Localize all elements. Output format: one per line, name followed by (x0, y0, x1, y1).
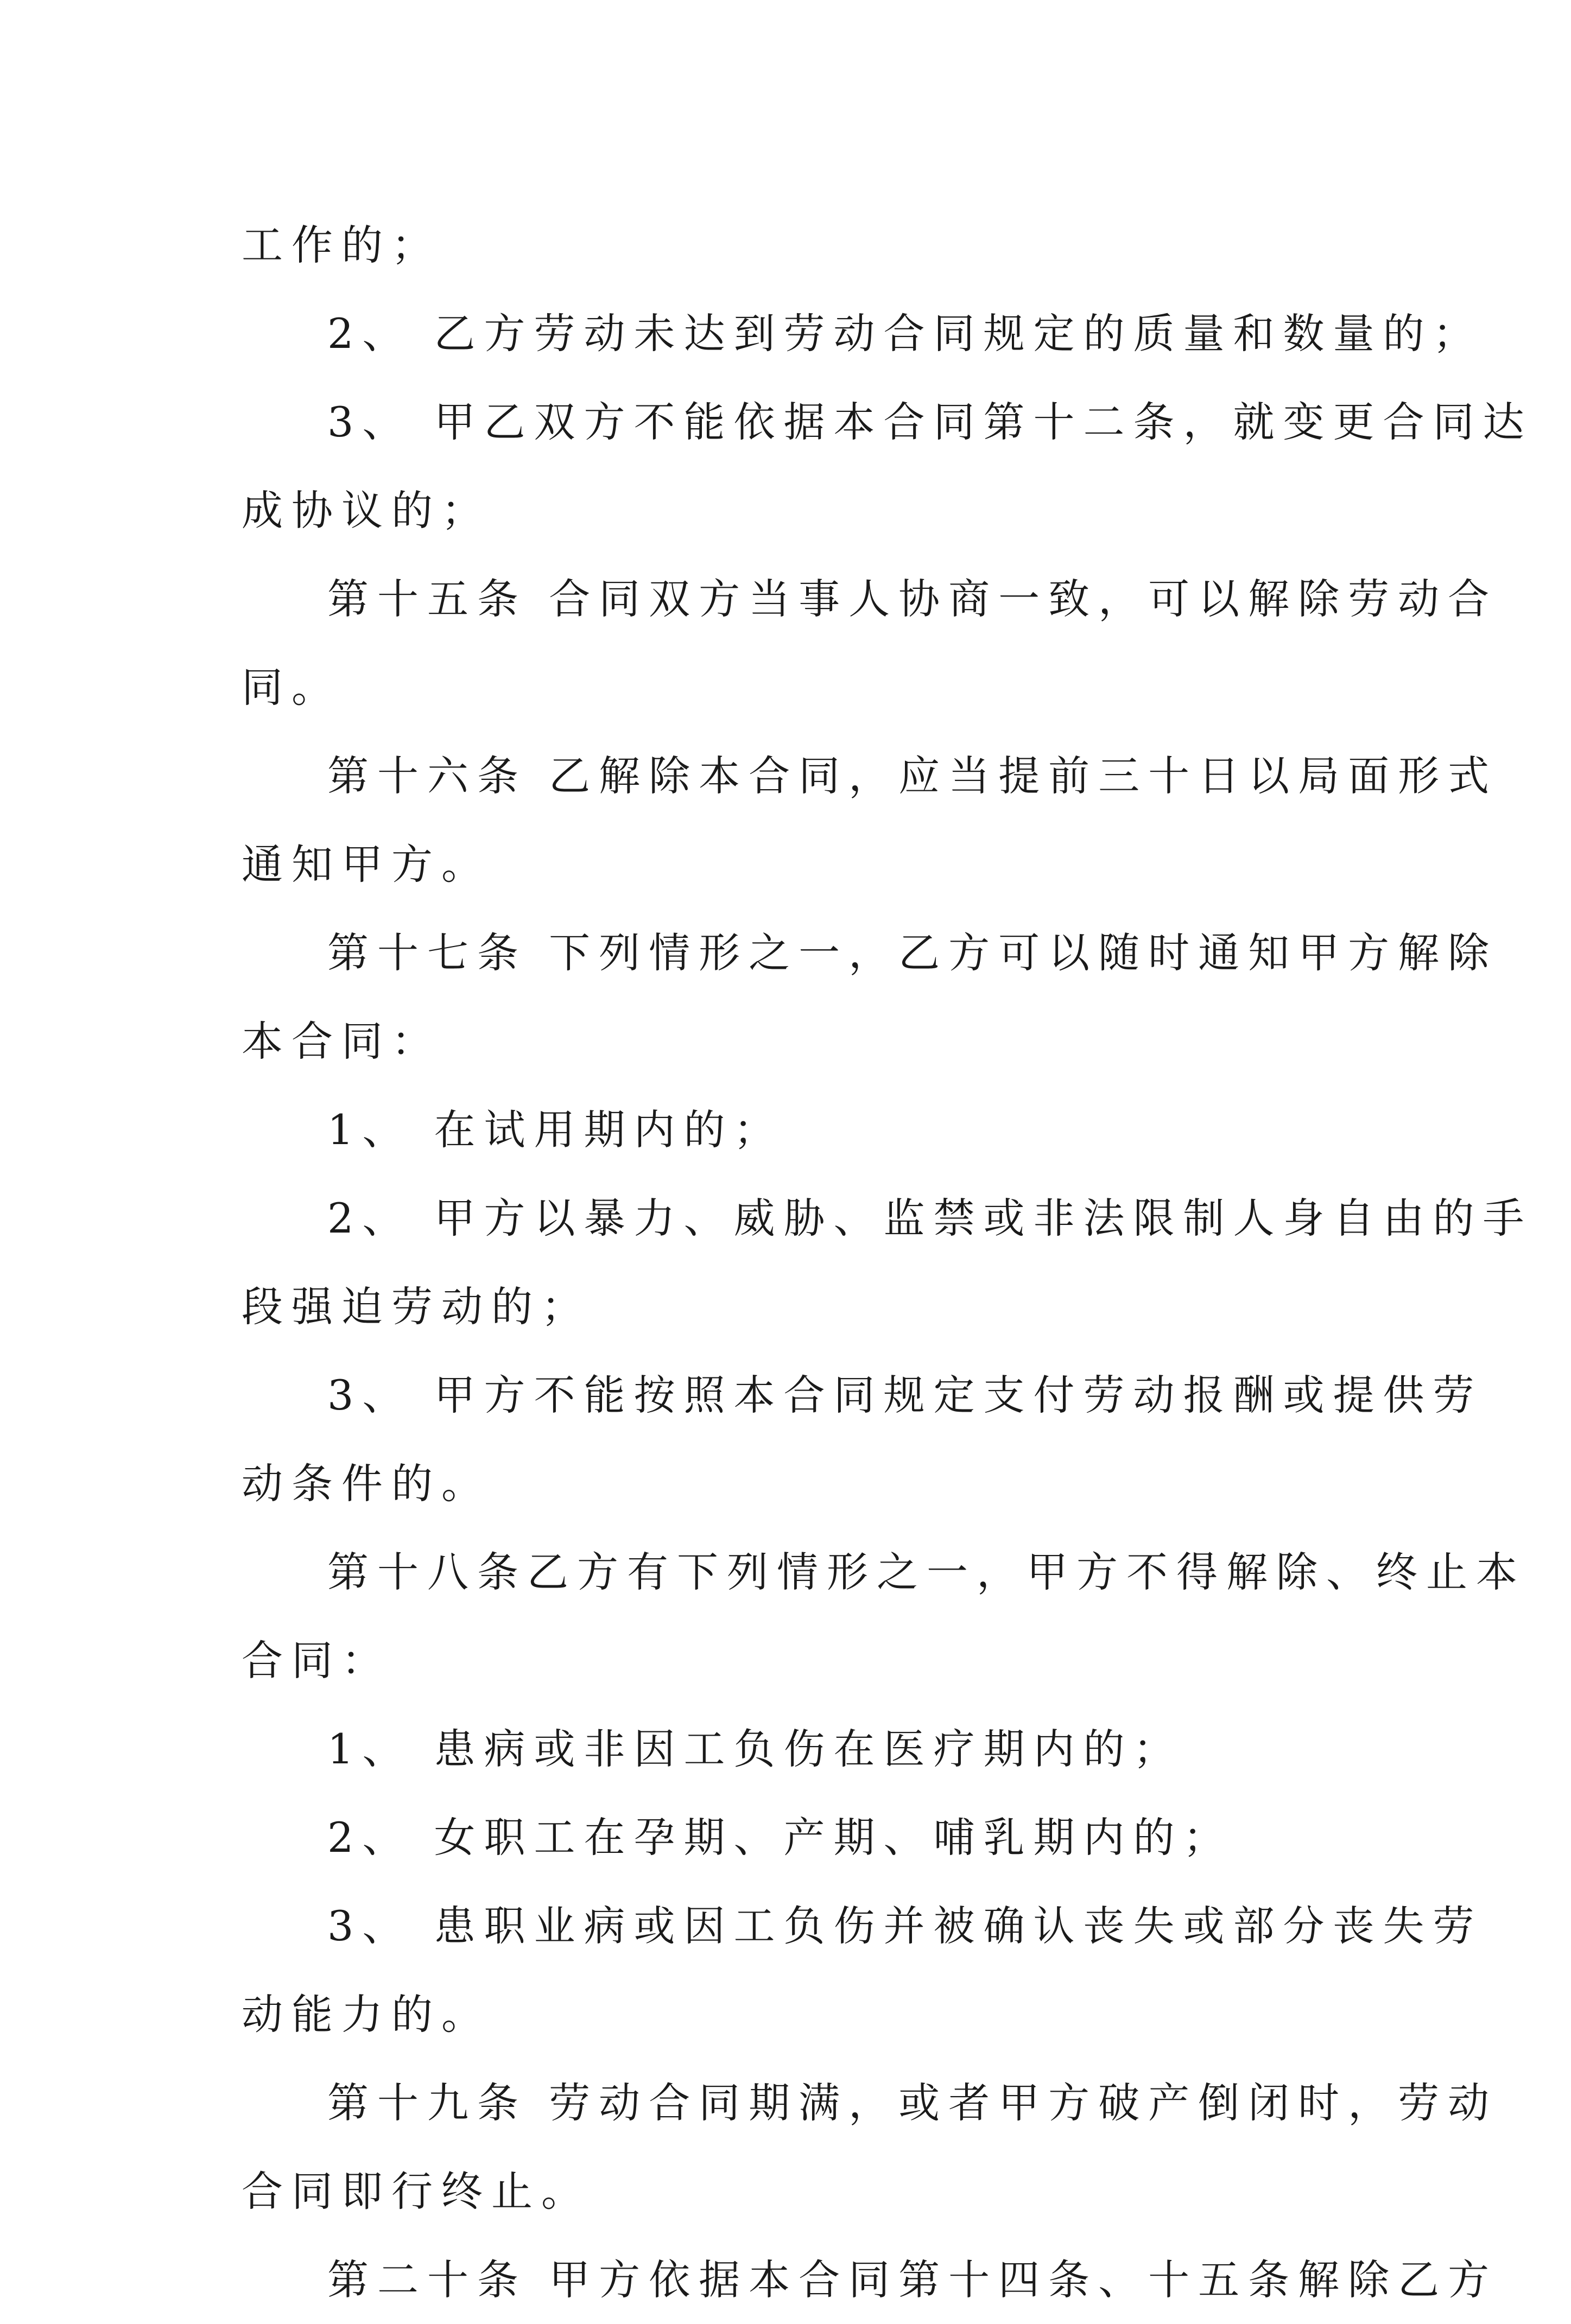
text-line: 段强迫劳动的； (242, 1282, 591, 1331)
text-line: 第二十条 甲方依据本合同第十四条、十五条解除乙方 (327, 2256, 1498, 2304)
text-line: 第十六条 乙解除本合同，应当提前三十日以局面形式 (327, 752, 1498, 800)
text-line: 合同： (242, 1636, 391, 1685)
text-line: 1、 患病或非因工负伤在医疗期内的； (327, 1725, 1183, 1773)
text-line: 3、 甲方不能按照本合同规定支付劳动报酬或提供劳 (327, 1371, 1483, 1419)
text-line: 3、 甲乙双方不能依据本合同第十二条，就变更合同达 (327, 398, 1533, 446)
text-line: 本合同： (242, 1017, 441, 1065)
text-line: 第十八条乙方有下列情形之一，甲方不得解除、终止本 (327, 1548, 1526, 1596)
text-line: 2、 乙方劳动未达到劳动合同规定的质量和数量的； (327, 309, 1483, 358)
text-line: 第十九条 劳动合同期满，或者甲方破产倒闭时，劳动 (327, 2079, 1498, 2127)
text-line: 通知甲方。 (242, 840, 491, 888)
text-line: 1、 在试用期内的； (327, 1106, 784, 1154)
contract-text-body (242, 201, 1533, 2324)
text-line: 2、 女职工在孕期、产期、哺乳期内的； (327, 1813, 1233, 1862)
text-line: 合同即行终止。 (242, 2167, 591, 2215)
text-line: 第十五条 合同双方当事人协商一致，可以解除劳动合 (327, 575, 1498, 623)
text-line: 2、 甲方以暴力、威胁、监禁或非法限制人身自由的手 (327, 1194, 1533, 1242)
text-line: 工作的； (242, 221, 441, 269)
text-line: 成协议的； (242, 486, 491, 535)
text-line: 动能力的。 (242, 1990, 491, 2039)
text-line: 第十七条 下列情形之一，乙方可以随时通知甲方解除 (327, 929, 1498, 977)
text-line: 同。 (242, 663, 341, 712)
text-line: 动条件的。 (242, 1459, 491, 1508)
text-line: 3、 患职业病或因工负伤并被确认丧失或部分丧失劳 (327, 1902, 1483, 1950)
